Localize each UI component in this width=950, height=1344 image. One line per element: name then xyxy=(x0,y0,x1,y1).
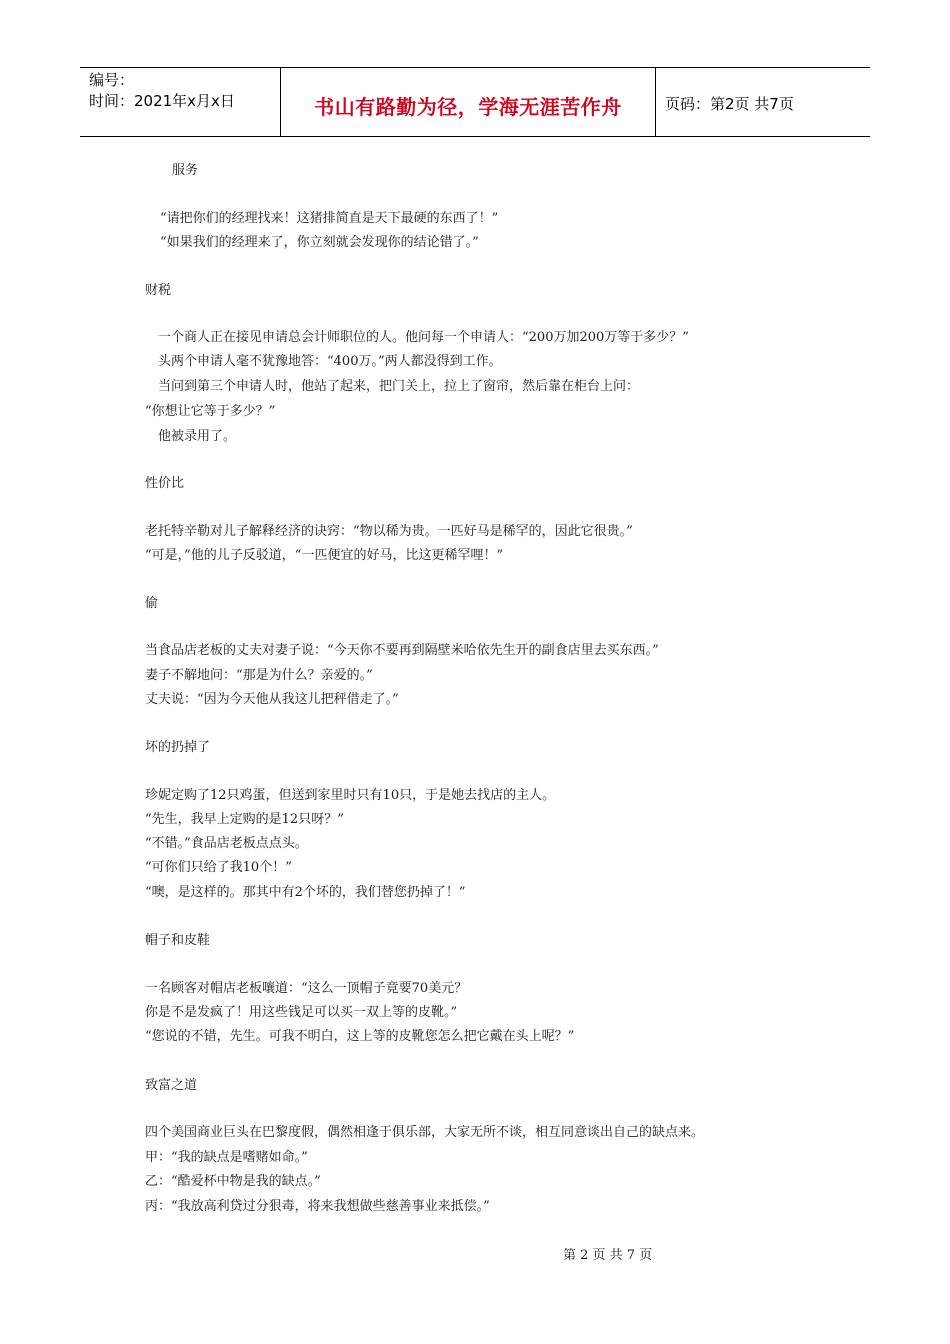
page-footer: 第 2 页 共 7 页 xyxy=(563,1248,653,1263)
paragraph-line: 你是不是发疯了！用这些钱足可以买一双上等的皮靴。” xyxy=(145,1005,458,1020)
paragraph-line: 丙：“我放高利贷过分狠毒，将来我想做些慈善事业来抵偿。” xyxy=(145,1199,490,1214)
paragraph-line: 丈夫说：“因为今天他从我这儿把秤借走了。” xyxy=(145,692,399,707)
paragraph-line: 一个商人正在接见申请总会计师职位的人。他问每一个申请人：“200万加200万等于多少？” xyxy=(158,330,689,345)
paragraph-line: 四个美国商业巨头在巴黎度假，偶然相逢于俱乐部，大家无所不谈，相互同意谈出自己的缺点来。 xyxy=(145,1125,705,1140)
paragraph-line: 当食品店老板的丈夫对妻子说：“今天你不要再到隔壁米哈依先生开的副食店里去买东西。” xyxy=(145,643,659,658)
section-heading: 帽子和皮鞋 xyxy=(145,933,211,948)
page-header xyxy=(80,67,870,137)
document-time-label: 时间：2021年x月x日 xyxy=(89,92,235,110)
paragraph-line: “如果我们的经理来了，你立刻就会发现你的结论错了。” xyxy=(160,235,479,250)
section-heading: 服务 xyxy=(172,163,199,178)
paragraph-line: 乙：“酷爱杯中物是我的缺点。” xyxy=(145,1174,321,1189)
paragraph-line: “你想让它等于多少？” xyxy=(145,404,276,419)
paragraph-line: “请把你们的经理找来！这猪排简直是天下最硬的东西了！” xyxy=(160,211,499,226)
header-page-number: 页码：第2页 共7页 xyxy=(665,94,794,113)
section-heading: 致富之道 xyxy=(145,1078,198,1093)
section-heading: 坏的扔掉了 xyxy=(145,740,211,755)
paragraph-line: 珍妮定购了12只鸡蛋，但送到家里时只有10只，于是她去找店的主人。 xyxy=(145,788,556,803)
paragraph-line: “噢，是这样的。那其中有2个坏的，我们替您扔掉了！” xyxy=(145,885,466,900)
section-heading: 性价比 xyxy=(145,476,185,491)
header-motto: 书山有路勤为径，学海无涯苦作舟 xyxy=(281,68,656,136)
document-number-label: 编号： xyxy=(89,71,135,89)
paragraph-line: “可是，”他的儿子反驳道，“一匹便宜的好马，比这更稀罕哩！” xyxy=(145,548,504,563)
paragraph-line: “可你们只给了我10个！” xyxy=(145,860,292,875)
paragraph-line: 头两个申请人毫不犹豫地答：“400万。”两人都没得到工作。 xyxy=(158,354,502,369)
paragraph-line: 一名顾客对帽店老板嚷道：“这么一顶帽子竟要70美元？ xyxy=(145,981,468,996)
paragraph-line: 老托特辛勒对儿子解释经济的诀窍：“物以稀为贵。一匹好马是稀罕的，因此它很贵。” xyxy=(145,524,633,539)
paragraph-line: “不错。”食品店老板点点头。 xyxy=(145,836,308,851)
paragraph-line: “您说的不错，先生。可我不明白，这上等的皮靴您怎么把它戴在头上呢？” xyxy=(145,1029,575,1044)
paragraph-line: 甲：“我的缺点是嗜赌如命。” xyxy=(145,1150,308,1165)
paragraph-line: 当问到第三个申请人时，他站了起来，把门关上，拉上了窗帘，然后靠在柜台上问： xyxy=(158,379,640,394)
section-heading: 偷 xyxy=(145,596,159,611)
paragraph-line: 妻子不解地问：“那是为什么？亲爱的。” xyxy=(145,668,373,683)
header-info xyxy=(80,68,281,136)
section-heading: 财税 xyxy=(145,283,172,298)
paragraph-line: “先生，我早上定购的是12只呀？” xyxy=(145,812,344,827)
paragraph-line: 他被录用了。 xyxy=(158,429,237,444)
